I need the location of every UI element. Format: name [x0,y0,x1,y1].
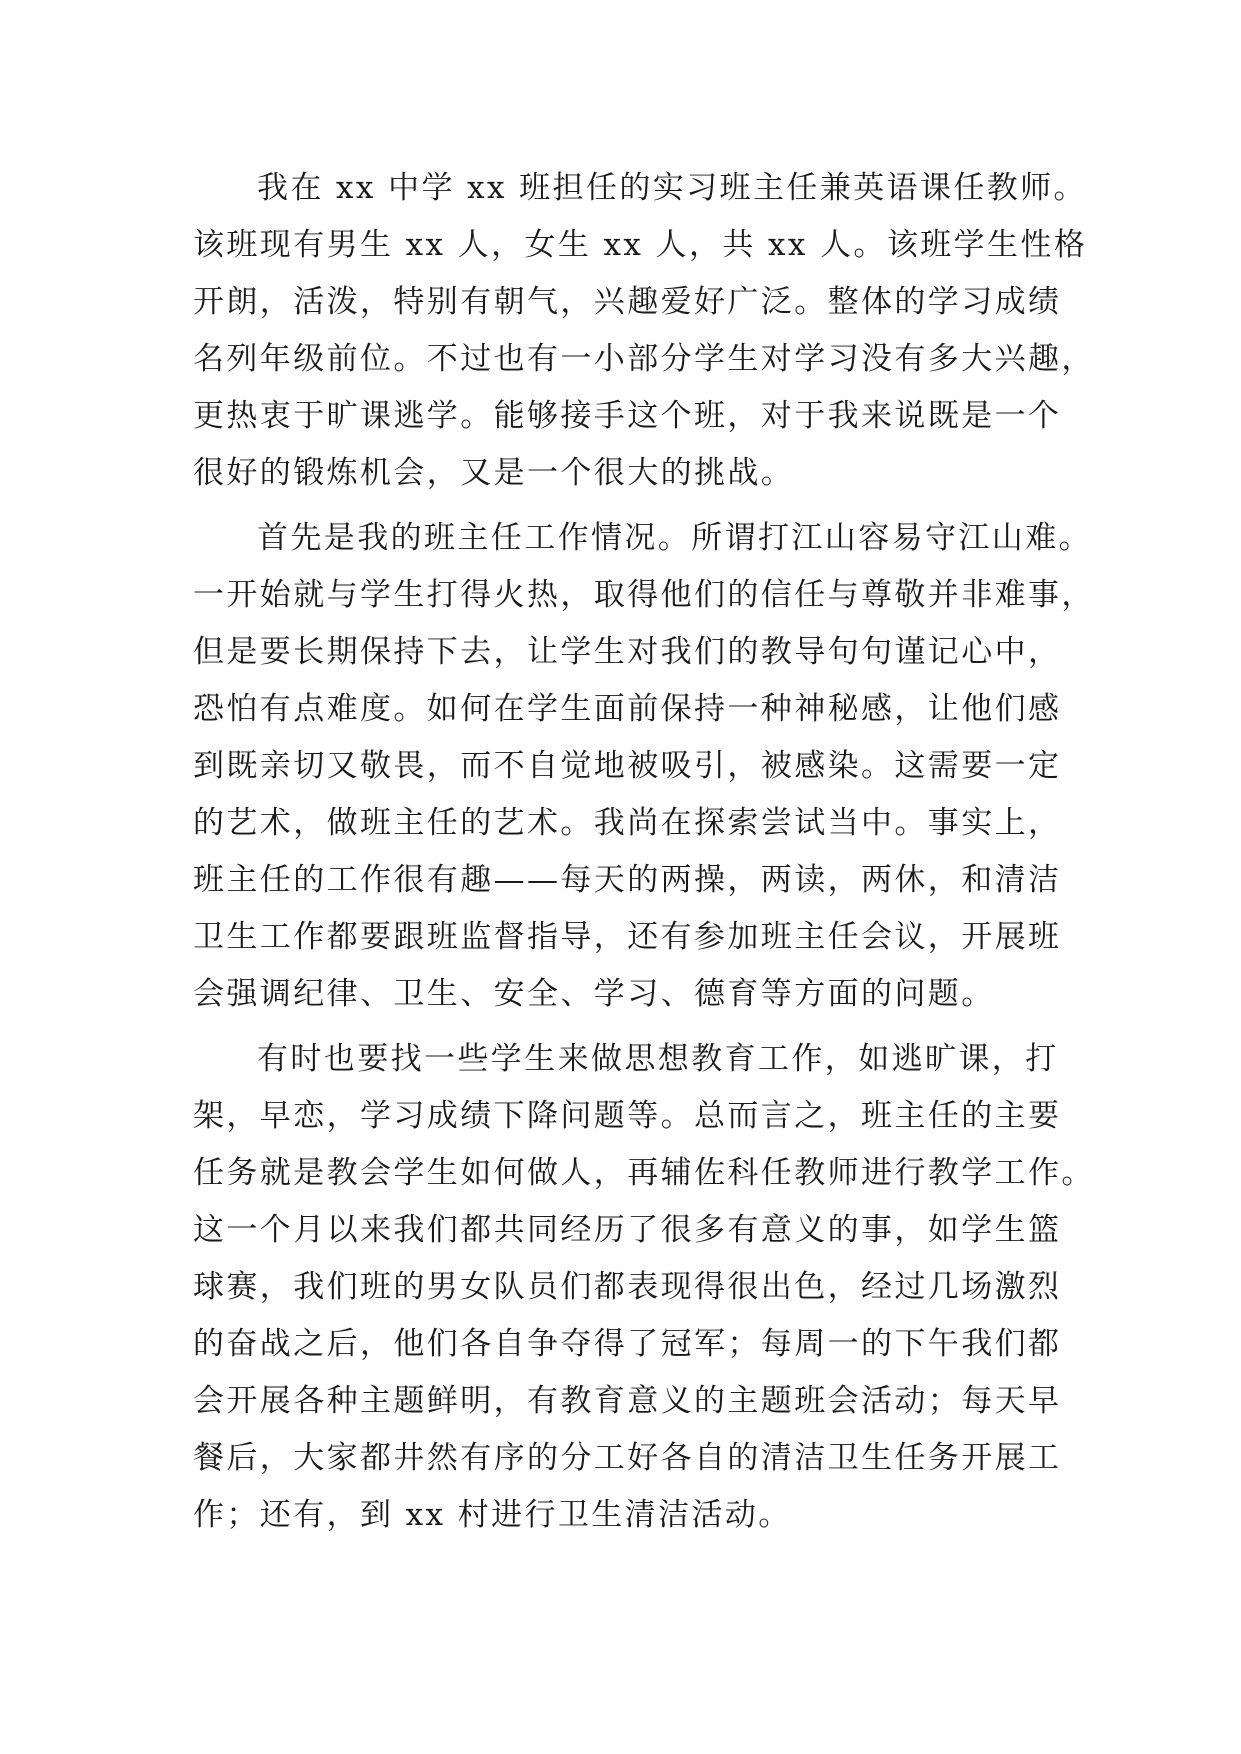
paragraph-spacer [193,1023,1059,1031]
paragraph-1 [193,160,1095,502]
text-line: 会开展各种主题鲜明，有教育意义的主题班会活动；每天早 [193,1383,1062,1419]
text-line: 餐后，大家都井然有序的分工好各自的清洁卫生任务开展工 [193,1440,1062,1476]
text-line: 这一个月以来我们都共同经历了很多有意义的事，如学生篮 [193,1212,1062,1248]
text-line: 的奋战之后，他们各自争夺得了冠军；每周一的下午我们都 [193,1326,1062,1362]
text-line: 会强调纪律、卫生、安全、学习、德育等方面的问题。 [193,976,995,1012]
text-line: 任务就是教会学生如何做人，再辅佐科任教师进行教学工作。 [193,1155,1095,1191]
document-body [193,160,1095,1544]
text-line: 名列年级前位。不过也有一小部分学生对学习没有多大兴趣， [193,341,1095,377]
text-line: 首先是我的班主任工作情况。所谓打江山容易守江山难。 [257,520,1092,556]
text-line: 一开始就与学生打得火热，取得他们的信任与尊敬并非难事， [193,577,1095,613]
text-line: 卫生工作都要跟班监督指导，还有参加班主任会议，开展班 [193,919,1062,955]
text-line: 恐怕有点难度。如何在学生面前保持一种神秘感，让他们感 [193,691,1062,727]
text-line: 班主任的工作很有趣——每天的两操，两读，两休，和清洁 [193,862,1062,898]
text-line: 到既亲切又敬畏，而不自觉地被吸引，被感染。这需要一定 [193,748,1062,784]
text-line: 球赛，我们班的男女队员们都表现得很出色，经过几场激烈 [193,1269,1062,1305]
text-line: 开朗，活泼，特别有朝气，兴趣爱好广泛。整体的学习成绩 [193,284,1062,320]
text-line: 的艺术，做班主任的艺术。我尚在探索尝试当中。事实上， [193,805,1062,841]
text-line: 更热衷于旷课逃学。能够接手这个班，对于我来说既是一个 [193,398,1062,434]
text-line: 作；还有，到 xx 村进行卫生清洁活动。 [193,1497,792,1533]
paragraph-spacer [193,502,1059,510]
text-line: 有时也要找一些学生来做思想教育工作，如逃旷课，打 [257,1041,1059,1077]
text-line: 但是要长期保持下去，让学生对我们的教导句句谨记心中， [193,634,1062,670]
text-line: 我在 xx 中学 xx 班担任的实习班主任兼英语课任教师。 [257,170,1087,206]
text-line: 该班现有男生 xx 人，女生 xx 人，共 xx 人。该班学生性格 [193,227,1088,263]
paragraph-2 [193,510,1095,1023]
text-line: 架，早恋，学习成绩下降问题等。总而言之，班主任的主要 [193,1098,1062,1134]
paragraph-3 [193,1031,1095,1544]
text-line: 很好的锻炼机会，又是一个很大的挑战。 [193,455,795,491]
